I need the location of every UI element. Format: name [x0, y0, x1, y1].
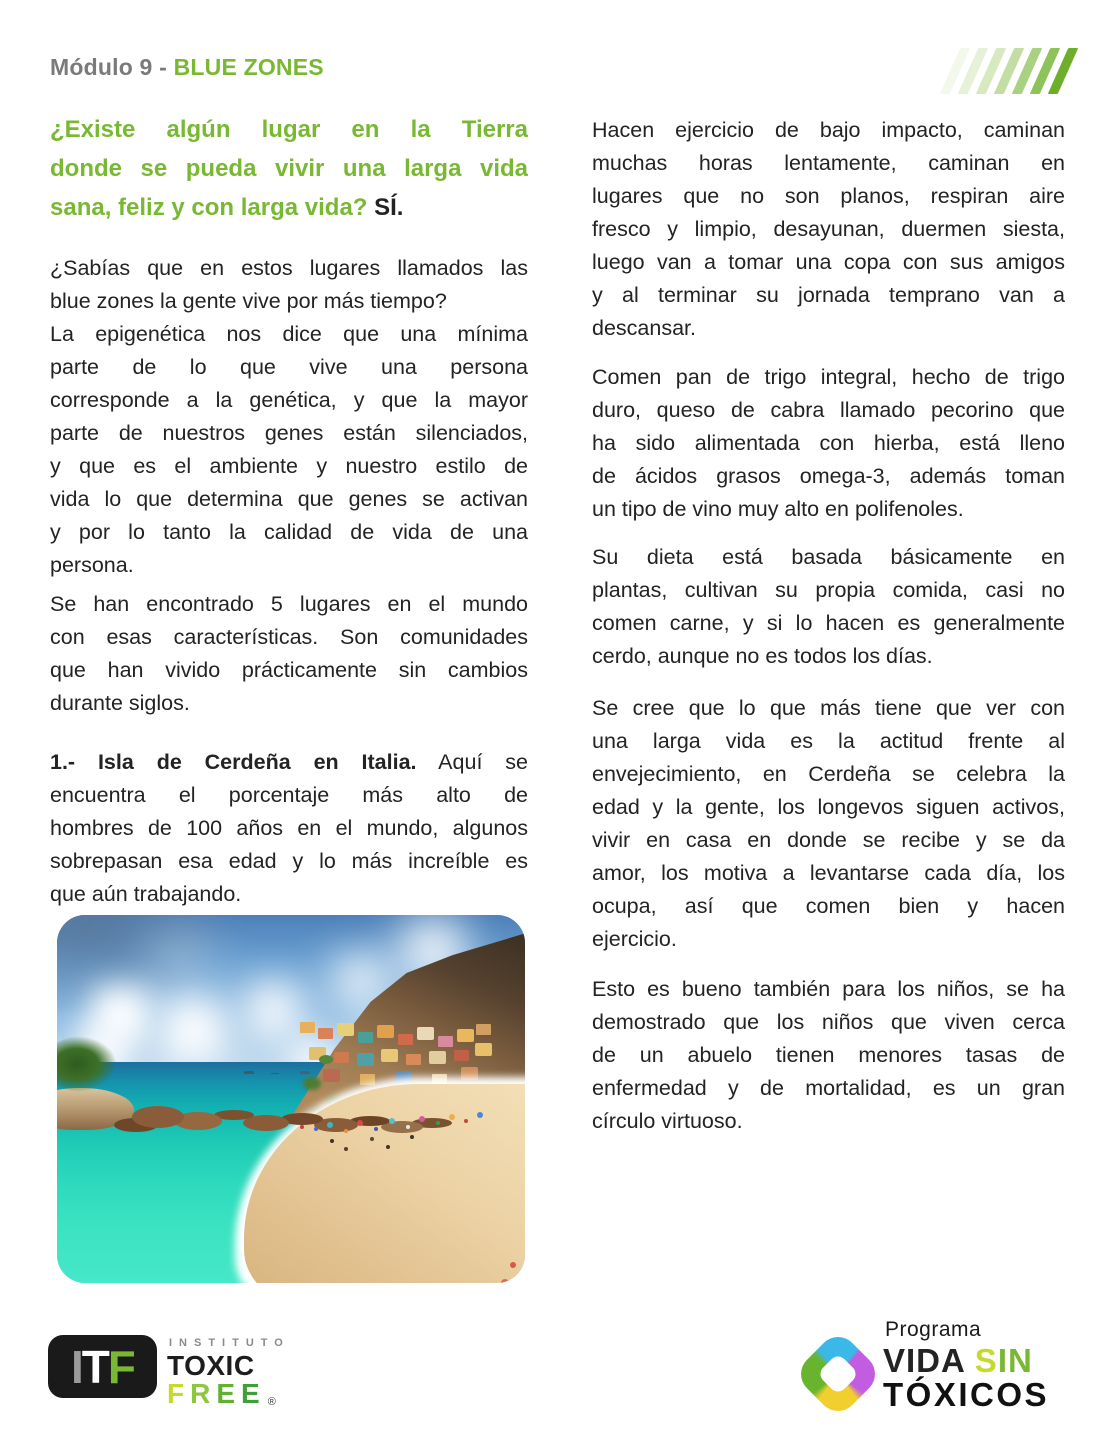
paragraph-exercise: Hacen ejercicio de bajo impacto, caminan muchas horas lentamente, caminan en lugares que no son planos, respiran aire fresco y limpio, desayunan, duermen siesta, luego van a tomar una copa con sus amigos y al terminar su jornada temprano van a descansar.: [592, 118, 1065, 340]
paragraph-five-places: Se han encontrado 5 lugares en el mundo con esas características. Son comunidades que han vivido prácticamente sin cambios durante siglos.: [50, 592, 528, 715]
photo-village-houses: [300, 1022, 315, 1033]
toxic-label: TOXIC: [167, 1350, 255, 1381]
paragraph-sardinia: 1.- Isla de Cerdeña en Italia. Aquí se encuentra el porcentaje más alto de hombres de 100 años en el mundo, algunos sobrepasan esa edad y lo más increíble es que aún trabajando.: [50, 750, 528, 906]
sardinia-beach-photo: [57, 915, 525, 1283]
paragraph-children: Esto es bueno también para los niños, se ha demostrado que los niños que viven cerca de un abuelo tienen menores tasas de enfermedad y de mortalidad, es un gran círculo virtuoso.: [592, 977, 1065, 1133]
vida-loop-icon: [793, 1329, 884, 1420]
itf-wordmark: [167, 1335, 317, 1408]
paragraph-food: Comen pan de trigo integral, hecho de trigo duro, queso de cabra llamado pecorino que ha sido alimentada con hierba, está lleno de ácidos grasos omega-3, además toman un tipo de vino muy alto en polifenoles.: [592, 365, 1065, 521]
module-title: [50, 54, 324, 81]
instituto-label: INSTITUTO: [169, 1337, 290, 1349]
registered-mark: ®: [267, 1396, 276, 1408]
module-prefix: Módulo 9 -: [50, 54, 174, 80]
vida-wordmark: [883, 1318, 1083, 1412]
photo-vegetation: [319, 1055, 333, 1064]
itf-monogram-icon: [48, 1335, 157, 1398]
paragraph-diet: Su dieta está basada básicamente en plantas, cultivan su propia comida, casi no comen carne, y si lo hacen es generalmente cerdo, aunque no es todos los días.: [592, 545, 1065, 668]
diagonal-stripes-icon: [950, 48, 1076, 94]
paragraph-intro: ¿Sabías que en estos lugares llamados las blue zones la gente vive por más tiempo? La epigenética nos dice que una mínima parte de lo que vive una persona corresponde a la genética, y que la mayor parte de nuestros genes están silenciados, y que es el ambiente y nuestro estilo de vida lo que determina que genes se activan y por lo tanto la calidad de vida de una persona.: [50, 256, 528, 577]
itf-monogram-letters: ITF: [71, 1343, 134, 1390]
programa-label: Programa: [885, 1318, 982, 1341]
photo-clouds: [57, 915, 65, 923]
photo-islets: [244, 1071, 254, 1074]
vida-sin-label: VIDA SIN: [883, 1344, 1033, 1378]
toxicos-label: TÓXICOS: [883, 1376, 1050, 1413]
module-name: BLUE ZONES: [173, 54, 324, 80]
paragraph-attitude: Se cree que lo que más tiene que ver con una larga vida es la actitud frente al envejecimiento, en Cerdeña se celebra la edad y la gente, los longevos siguen activos, vivir en casa en donde se recibe y se da amor, los motiva a levantarse cada día, los ocupa, así que comen bien y hacen ejercicio.: [592, 696, 1065, 951]
free-label: FREE: [167, 1380, 266, 1408]
article-title: ¿Existe algún lugar en la Tierra donde se pueda vivir una larga vida sana, feliz y con larga vida? SÍ.: [50, 116, 528, 221]
photo-flower-bush: [510, 1262, 516, 1268]
